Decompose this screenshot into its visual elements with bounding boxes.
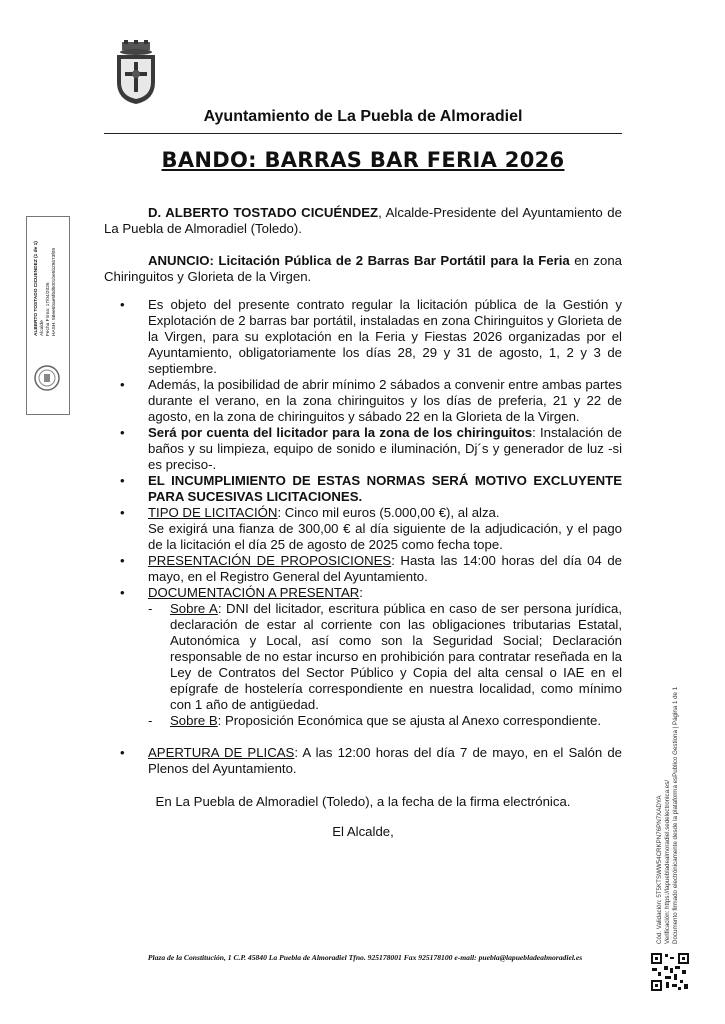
envelopes-list xyxy=(148,601,622,729)
stamp-hash: HASH: 58ee6bae5f6d5001be5b29673f09 xyxy=(52,247,57,336)
list-item-tipo xyxy=(104,505,622,553)
list-item-apertura xyxy=(104,745,622,777)
header-divider xyxy=(104,133,622,134)
presentacion-label: PRESENTACIÓN DE PROPOSICIONES xyxy=(148,553,392,568)
place-date: En La Puebla de Almoradiel (Toledo), a la fecha de la firma electrónica. xyxy=(155,794,571,809)
signature-stamp-text xyxy=(34,212,58,336)
list-item-documentacion xyxy=(104,585,622,729)
stamp-role: Alcalde xyxy=(40,320,45,336)
organization-name: Ayuntamiento de La Puebla de Almoradiel xyxy=(203,108,523,125)
municipal-seal-icon xyxy=(33,364,61,392)
announcement-paragraph xyxy=(104,253,622,285)
page-title: BANDO: BARRAS BAR FERIA 2026 xyxy=(161,148,565,172)
cuenta-lead: Será por cuenta del licitador para la zona de los chiringuitos xyxy=(148,425,533,440)
verification-text xyxy=(656,644,680,944)
presentacion-text: : Hasta las 14:00 horas del día 04 de mayo, en el Registro General del Ayuntamiento. xyxy=(148,553,622,584)
sobre-b-label: Sobre B xyxy=(170,713,218,728)
list-item-sobre-b xyxy=(148,713,622,729)
sobre-a-label: Sobre A xyxy=(170,601,218,616)
list-item-sabados xyxy=(104,377,622,425)
sobre-a-text: : DNI del licitador, escritura pública en caso de ser persona jurídica, declaración de estar al corriente con las obligaciones tributarias Estatal, Autonómica y Local, así como son la Seguridad Social; Declaración responsable de no estar incurso en prohibición para contratar reseñada en la Ley de Contratos del Sector Público y Copia del alta censal o IAE en el epígrafe de hostelería correspondiente en nuestra localidad, como mínimo con 1 año de antigüedad. xyxy=(170,601,623,712)
documentacion-label: DOCUMENTACIÓN A PRESENTAR xyxy=(148,585,360,600)
verification-url: Verificación: https://lapuebladealmoradiel.sedelectronica.es/ xyxy=(664,779,671,944)
apertura-label: APERTURA DE PLICAS xyxy=(148,745,295,760)
intro-paragraph xyxy=(104,205,622,237)
tipo-label: TIPO DE LICITACIÓN xyxy=(148,505,278,520)
fianza-text: Se exigirá una fianza de 300,00 € al día siguiente de la adjudicación, y el pago de la licitación el día 25 de agosto de 2025 como fecha tope. xyxy=(148,521,622,552)
stamp-date: Fecha Firma: 17/04/2026 xyxy=(46,282,51,336)
documentacion-colon: : xyxy=(359,585,363,600)
announcement-text: en zona Chiringuitos y Glorieta de la Virgen. xyxy=(104,253,622,284)
signer-title: El Alcalde, xyxy=(332,824,394,839)
verification-note: Documento firmado electrónicamente desde la plataforma esPublico Gestiona | Página 1 de 1 xyxy=(672,686,679,944)
qr-code-icon xyxy=(650,952,690,992)
incumplimiento-text: EL INCUMPLIMIENTO DE ESTAS NORMAS SERÁ MOTIVO EXCLUYENTE PARA SUCESIVAS LICITACIONES. xyxy=(148,473,622,504)
coat-of-arms-icon xyxy=(112,40,160,106)
opening-list xyxy=(104,745,622,777)
intro-text: , Alcalde-Presidente del Ayuntamiento de La Puebla de Almoradiel (Toledo). xyxy=(104,205,622,236)
sabados-text: Además, la posibilidad de abrir mínimo 2 sábados a convenir entre ambas partes durante el verano, en la zona chiringuitos y los días de preferia, 21 y 22 de agosto, en la zona de chiringuitos y sábado 22 en la Glorieta de la Virgen. xyxy=(148,377,622,424)
list-item-presentacion xyxy=(104,553,622,585)
footer-address: Plaza de la Constitución, 1 C.P. 45840 La Puebla de Almoradiel Tfno. 925178001 Fax 925178100 e-mail: puebla@lapuebladealmoradiel.es xyxy=(147,953,583,962)
cuenta-text: : Instalación de baños y su limpieza, equipo de sonido e iluminación, Dj´s y generador de luz -si es preciso-. xyxy=(148,425,622,472)
tipo-text: : Cinco mil euros (5.000,00 €), al alza. xyxy=(277,505,500,520)
list-item-cuenta xyxy=(104,425,622,473)
announcement-lead: ANUNCIO: Licitación Pública de 2 Barras Bar Portátil para la Feria xyxy=(148,253,570,268)
list-item-incumplimiento xyxy=(104,473,622,505)
list-item-objeto xyxy=(104,297,622,377)
apertura-text: : A las 12:00 horas del día 7 de mayo, en el Salón de Plenos del Ayuntamiento. xyxy=(148,745,622,776)
objeto-text: Es objeto del presente contrato regular la licitación pública de la Gestión y Explotación de 2 barras bar portátil, instaladas en zona Chiringuitos y Glorieta de la Virgen, para su explotación en la Feria y Fiestas 2026 organizadas por el Ayuntamiento, obligatoriamente los días 28, 29 y 31 de agosto, 1, 2 y 3 de septiembre. xyxy=(148,297,622,376)
document-body xyxy=(104,205,622,777)
mayor-name: D. ALBERTO TOSTADO CICUÉNDEZ xyxy=(148,205,379,220)
list-item-sobre-a xyxy=(148,601,622,713)
sobre-b-text: : Proposición Económica que se ajusta al Anexo correspondiente. xyxy=(217,713,602,728)
conditions-list xyxy=(104,297,622,729)
verification-code: Cód. Validación: 5T5KTSWW54CRKPN76PN7XADYA xyxy=(656,795,663,944)
stamp-signer: ALBERTO TOSTADO CICUENDEZ (1 de 1) xyxy=(34,241,39,336)
